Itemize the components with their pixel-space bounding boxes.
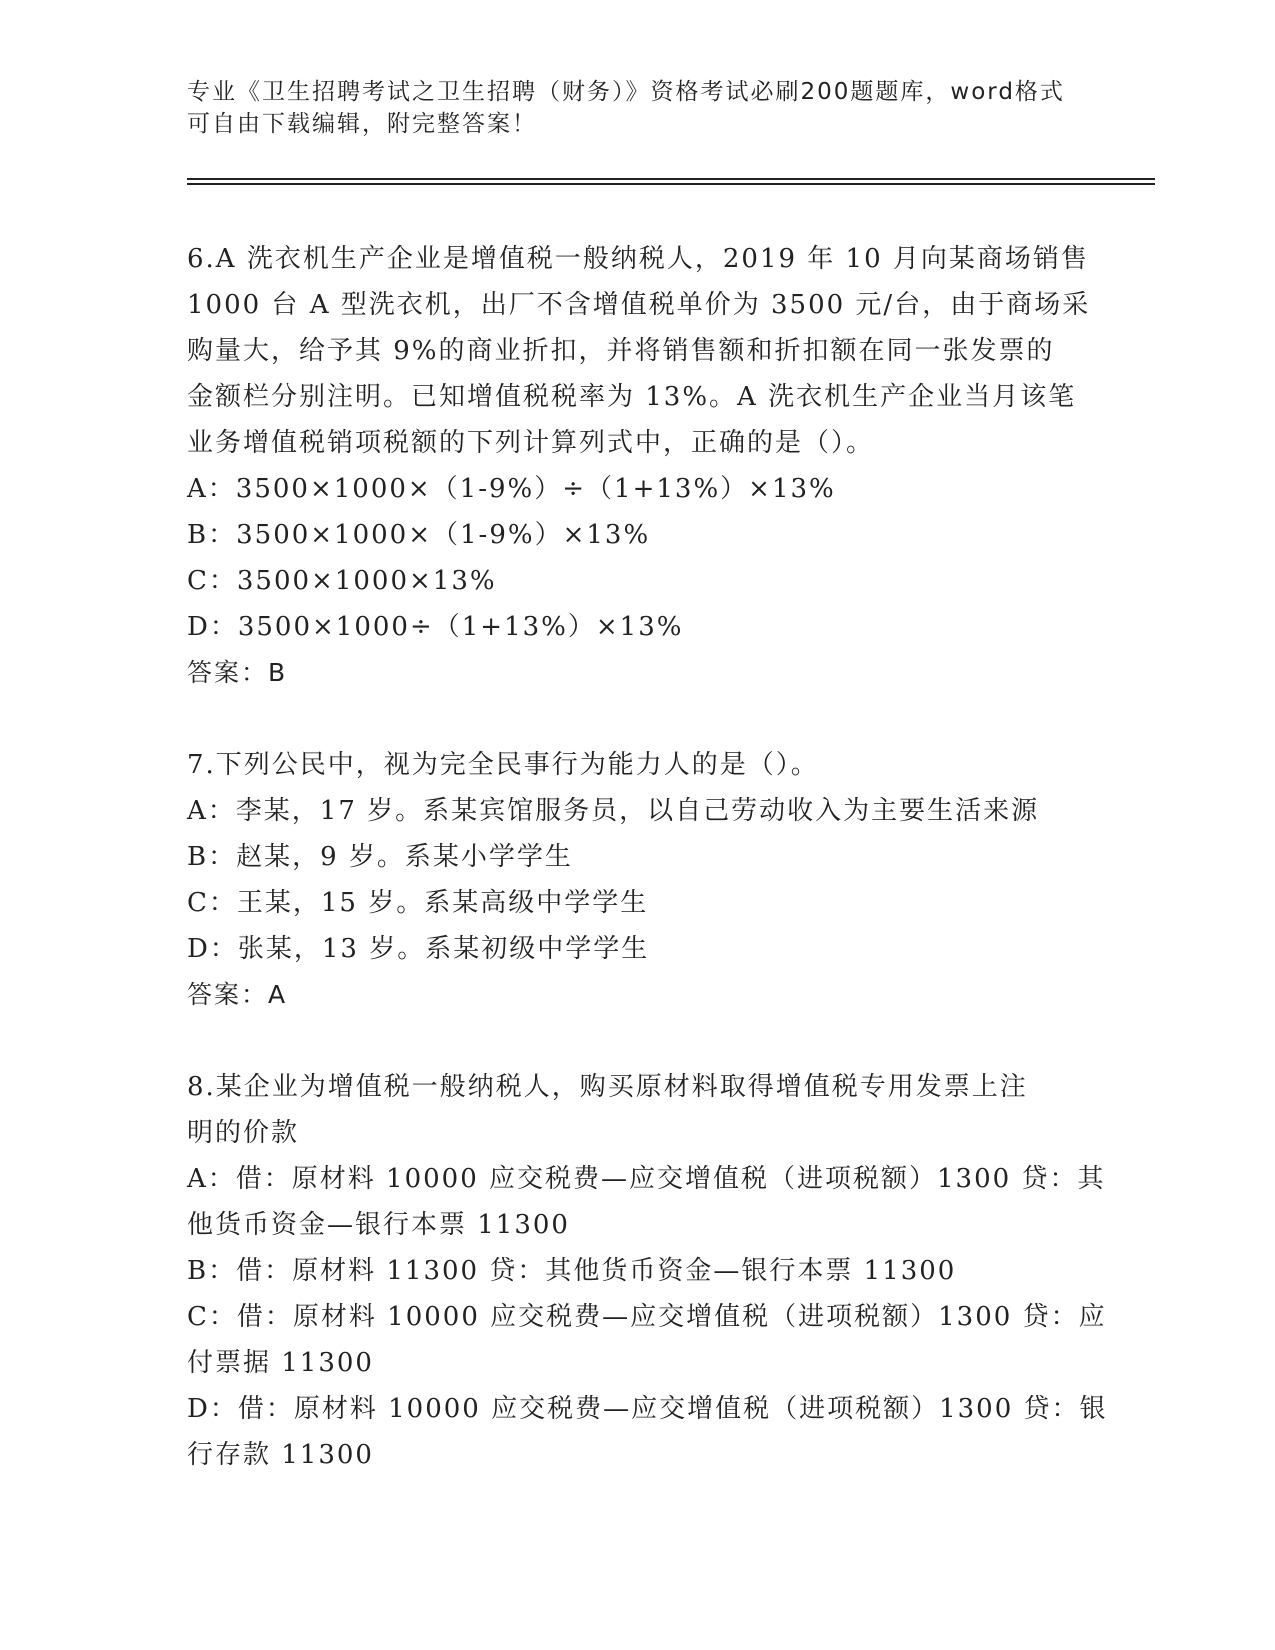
question-stem-line: 7.下列公民中，视为完全民事行为能力人的是（）。: [187, 750, 819, 780]
question-list: [187, 236, 1107, 1478]
question-stem-line: 金额栏分别注明。已知增值税税率为 13%。A 洗衣机生产企业当月该笔: [187, 382, 1077, 412]
document-header: [187, 76, 1067, 140]
answer-option-line: C：王某，15 岁。系某高级中学学生: [187, 888, 649, 918]
answer-option-line: A：借：原材料 10000 应交税费—应交增值税（进项税额）1300 贷：其: [187, 1164, 1106, 1194]
question-spacer: [187, 696, 1107, 742]
answer-key: 答案：B: [187, 658, 288, 687]
answer-option-line: 行存款 11300: [187, 1440, 374, 1470]
answer-option: [187, 1156, 1107, 1248]
answer-option-line: D：3500×1000÷（1+13%）×13%: [187, 612, 684, 642]
question-stem-line: 业务增值税销项税额的下列计算列式中，正确的是（）。: [187, 428, 875, 458]
answer-option-line: 付票据 11300: [187, 1348, 374, 1378]
answer-option: [187, 558, 1107, 604]
answer-option: [187, 512, 1107, 558]
header-divider-bottom: [187, 183, 1155, 185]
question-spacer: [187, 1018, 1107, 1064]
question-stem-line: 购量大，给予其 9%的商业折扣，并将销售额和折扣额在同一张发票的: [187, 336, 1055, 366]
answer-option: [187, 604, 1107, 650]
answer-option: [187, 1294, 1107, 1386]
answer-option-line: B：3500×1000×（1-9%）×13%: [187, 520, 651, 550]
answer-option: [187, 880, 1107, 926]
answer-option-line: D：借：原材料 10000 应交税费—应交增值税（进项税额）1300 贷：银: [187, 1394, 1108, 1424]
header-line-2: 可自由下载编辑，附完整答案！: [187, 111, 537, 137]
answer-option: [187, 1248, 1107, 1294]
answer-option: [187, 1386, 1107, 1478]
answer-option: [187, 788, 1107, 834]
answer-option-line: D：张某，13 岁。系某初级中学学生: [187, 934, 650, 964]
header-divider-top: [187, 178, 1155, 180]
answer-option-line: B：赵某，9 岁。系某小学学生: [187, 842, 573, 872]
question-stem-line: 6.A 洗衣机生产企业是增值税一般纳税人，2019 年 10 月向某商场销售: [187, 244, 1089, 274]
answer-option-line: B：借：原材料 11300 贷：其他货币资金—银行本票 11300: [187, 1256, 957, 1286]
question-block: [187, 1064, 1107, 1478]
header-line-1: 专业《卫生招聘考试之卫生招聘（财务）》资格考试必刷200题题库，word格式: [187, 79, 1065, 105]
question-block: [187, 236, 1107, 696]
answer-option: [187, 834, 1107, 880]
answer-option-line: C：3500×1000×13%: [187, 566, 497, 596]
answer-option-line: A：李某，17 岁。系某宾馆服务员，以自己劳动收入为主要生活来源: [187, 796, 1040, 826]
answer-option-line: A：3500×1000×（1-9%）÷（1+13%）×13%: [187, 474, 836, 504]
question-stem-line: 1000 台 A 型洗衣机，出厂不含增值税单价为 3500 元/台，由于商场采: [187, 290, 1091, 320]
answer-option-line: C：借：原材料 10000 应交税费—应交增值税（进项税额）1300 贷：应: [187, 1302, 1107, 1332]
question-stem-line: 明的价款: [187, 1118, 300, 1148]
answer-option: [187, 466, 1107, 512]
answer-key: 答案：A: [187, 980, 288, 1009]
answer-option-line: 他货币资金—银行本票 11300: [187, 1210, 570, 1240]
question-block: [187, 742, 1107, 1018]
answer-option: [187, 926, 1107, 972]
question-stem-line: 8.某企业为增值税一般纳税人，购买原材料取得增值税专用发票上注: [187, 1072, 1028, 1102]
